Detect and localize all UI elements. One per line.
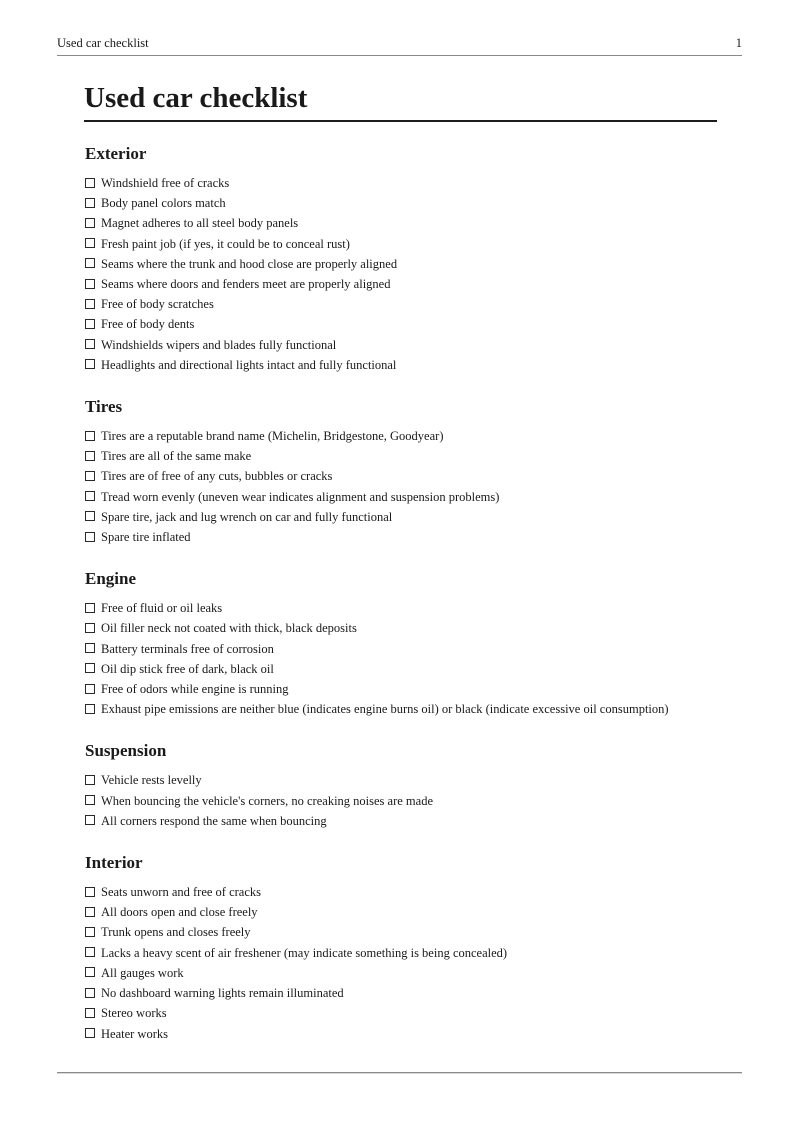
checklist-item xyxy=(85,943,740,963)
checklist-item-label: Free of odors while engine is running xyxy=(101,682,289,697)
checkbox-icon xyxy=(85,218,95,228)
checklist-item xyxy=(85,598,740,618)
checkbox-icon xyxy=(85,319,95,329)
checklist-item xyxy=(85,902,740,922)
checklist-item-label: Magnet adheres to all steel body panels xyxy=(101,216,299,231)
checklist-section xyxy=(85,397,740,547)
checklist-item-label: Free of body scratches xyxy=(101,297,214,312)
checkbox-icon xyxy=(85,947,95,957)
checkbox-icon xyxy=(85,815,95,825)
checkbox-icon xyxy=(85,238,95,248)
checklist-item-label: All doors open and close freely xyxy=(101,905,258,920)
checklist-item-label: Exhaust pipe emissions are neither blue (indicates engine burns oil) or black (indicate excessive oil consumption) xyxy=(101,702,669,717)
checklist-item-label: Windshields wipers and blades fully functional xyxy=(101,337,337,352)
checklist-item xyxy=(85,791,740,811)
checklist-item-label: Free of fluid or oil leaks xyxy=(101,601,223,616)
checklist-item xyxy=(85,335,740,355)
checklist-item xyxy=(85,618,740,638)
checkbox-icon xyxy=(85,927,95,937)
checklist-section xyxy=(85,144,740,375)
checkbox-icon xyxy=(85,258,95,268)
checklist-item-label: Lacks a heavy scent of air freshener (may indicate something is being concealed) xyxy=(101,945,508,960)
checklist-item xyxy=(85,234,740,254)
checklist-item xyxy=(85,963,740,983)
checklist-item xyxy=(85,274,740,294)
running-header-title: Used car checklist xyxy=(57,36,149,50)
page-title: Used car checklist xyxy=(84,82,717,122)
checklist-item-label: Spare tire, jack and lug wrench on car and fully functional xyxy=(101,509,393,524)
checklist-item-label: Oil dip stick free of dark, black oil xyxy=(101,661,274,676)
checkbox-icon xyxy=(85,511,95,521)
checkbox-icon xyxy=(85,451,95,461)
checklist-item xyxy=(85,426,740,446)
checklist-item-label: Oil filler neck not coated with thick, black deposits xyxy=(101,621,357,636)
checklist-item-label: Body panel colors match xyxy=(101,196,226,211)
checklist-item xyxy=(85,882,740,902)
footer-rule xyxy=(57,1072,742,1074)
checklist-item xyxy=(85,314,740,334)
checklist-item xyxy=(85,639,740,659)
checkbox-icon xyxy=(85,603,95,613)
checkbox-icon xyxy=(85,359,95,369)
checklist-item-label: All gauges work xyxy=(101,965,184,980)
checklist-item-label: Fresh paint job (if yes, it could be to conceal rust) xyxy=(101,236,350,251)
checklist-item-label: Heater works xyxy=(101,1026,168,1041)
checkbox-icon xyxy=(85,339,95,349)
checkbox-icon xyxy=(85,704,95,714)
checklist-item xyxy=(85,193,740,213)
checkbox-icon xyxy=(85,279,95,289)
checkbox-icon xyxy=(85,988,95,998)
checklist-item xyxy=(85,466,740,486)
checklist-item xyxy=(85,1024,740,1044)
checkbox-icon xyxy=(85,178,95,188)
checklist-item-label: Trunk opens and closes freely xyxy=(101,925,251,940)
checklist-item-label: When bouncing the vehicle's corners, no creaking noises are made xyxy=(101,793,433,808)
checkbox-icon xyxy=(85,1028,95,1038)
checklist-item xyxy=(85,922,740,942)
checkbox-icon xyxy=(85,431,95,441)
section-heading: Engine xyxy=(85,569,137,589)
checklist-item-label: Seams where the trunk and hood close are properly aligned xyxy=(101,256,398,271)
checklist-item xyxy=(85,213,740,233)
section-heading: Suspension xyxy=(85,741,167,761)
checklist-item xyxy=(85,173,740,193)
section-heading: Exterior xyxy=(85,144,147,163)
checklist-item xyxy=(85,527,740,547)
checklist-item-label: All corners respond the same when bouncing xyxy=(101,813,327,828)
checklist-item-label: Tread worn evenly (uneven wear indicates alignment and suspension problems) xyxy=(101,489,500,504)
page-number: 1 xyxy=(735,36,742,50)
checkbox-icon xyxy=(85,1008,95,1018)
checkbox-icon xyxy=(85,795,95,805)
checklist-item-label: Stereo works xyxy=(101,1006,167,1021)
checkbox-icon xyxy=(85,491,95,501)
checkbox-icon xyxy=(85,299,95,309)
checkbox-icon xyxy=(85,643,95,653)
checklist-item xyxy=(85,1003,740,1023)
checkbox-icon xyxy=(85,907,95,917)
checklist-item xyxy=(85,507,740,527)
checklist-item xyxy=(85,659,740,679)
checklist-item xyxy=(85,487,740,507)
checklist-item xyxy=(85,446,740,466)
checklist-item-label: Free of body dents xyxy=(101,317,195,332)
checklist-item-label: Tires are all of the same make xyxy=(101,449,252,464)
checklist-item-label: Tires are a reputable brand name (Michelin, Bridgestone, Goodyear) xyxy=(101,429,444,444)
checklist-item xyxy=(85,983,740,1003)
checklist-item-label: Spare tire inflated xyxy=(101,530,191,545)
checkbox-icon xyxy=(85,623,95,633)
checklist-sections xyxy=(85,144,740,1044)
checklist-item xyxy=(85,679,740,699)
checkbox-icon xyxy=(85,887,95,897)
checkbox-icon xyxy=(85,775,95,785)
checkbox-icon xyxy=(85,663,95,673)
checklist-item xyxy=(85,254,740,274)
checkbox-icon xyxy=(85,967,95,977)
running-header xyxy=(57,36,742,56)
checklist-section xyxy=(85,853,740,1044)
checklist-item-label: No dashboard warning lights remain illuminated xyxy=(101,986,344,1001)
checklist-item xyxy=(85,294,740,314)
checklist-item-label: Headlights and directional lights intact and fully functional xyxy=(101,357,397,372)
checklist-item xyxy=(85,811,740,831)
checklist-item-label: Seats unworn and free of cracks xyxy=(101,885,262,900)
checklist-item-label: Vehicle rests levelly xyxy=(101,773,202,788)
checklist-item xyxy=(85,355,740,375)
section-heading: Tires xyxy=(85,397,123,417)
checklist-item-label: Seams where doors and fenders meet are properly aligned xyxy=(101,277,391,292)
checklist-item-label: Windshield free of cracks xyxy=(101,176,230,190)
checklist-item xyxy=(85,770,740,790)
checklist-section xyxy=(85,569,740,719)
checklist-item xyxy=(85,699,740,719)
checklist-section xyxy=(85,741,740,831)
checkbox-icon xyxy=(85,198,95,208)
checkbox-icon xyxy=(85,471,95,481)
checklist-item-label: Battery terminals free of corrosion xyxy=(101,641,274,656)
checkbox-icon xyxy=(85,532,95,542)
checklist-item-label: Tires are of free of any cuts, bubbles or cracks xyxy=(101,469,333,484)
section-heading: Interior xyxy=(85,853,143,873)
checkbox-icon xyxy=(85,684,95,694)
